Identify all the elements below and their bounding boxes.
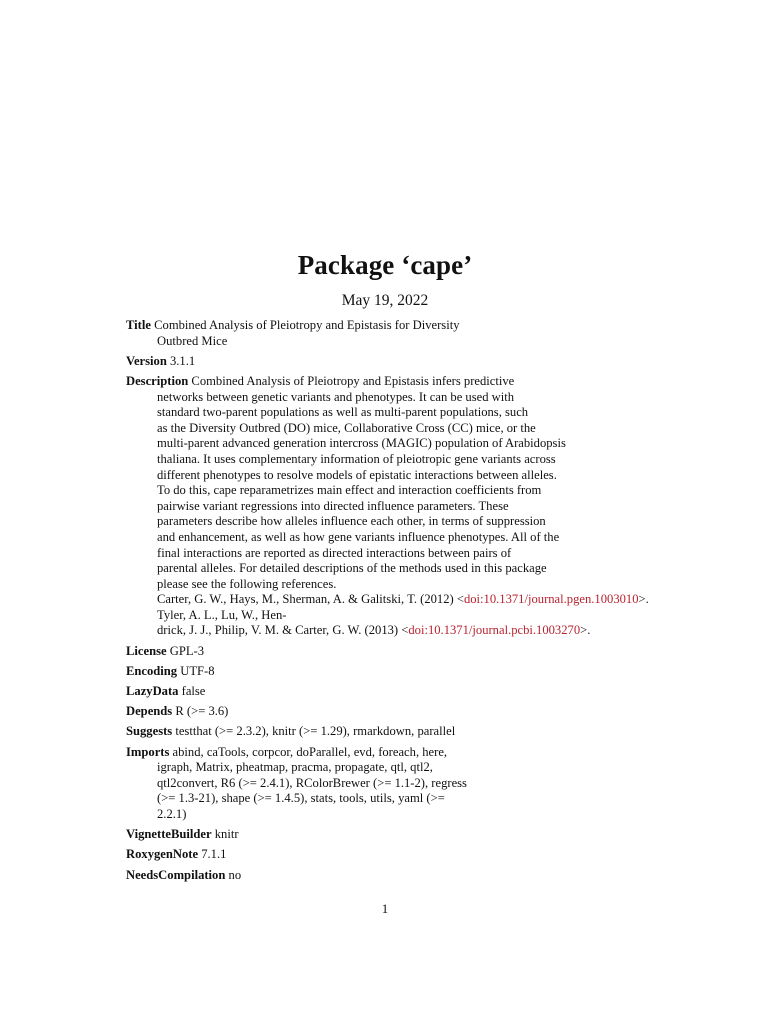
reference-carter-2012 bbox=[126, 592, 649, 608]
page-title: Package ‘cape’ bbox=[297, 250, 473, 280]
description-line: as the Diversity Outbred (DO) mice, Collaborative Cross (CC) mice, or the bbox=[157, 420, 536, 435]
field-vignettebuilder bbox=[126, 827, 646, 843]
description-line: please see the following references. bbox=[157, 576, 337, 591]
field-version-line bbox=[126, 354, 646, 370]
field-value-vignettebuilder: knitr bbox=[214, 827, 239, 842]
field-encoding bbox=[126, 664, 646, 680]
field-label-imports: Imports bbox=[126, 744, 170, 759]
field-vignettebuilder-line bbox=[126, 827, 646, 843]
description-line: pairwise variant regressions into directed influence parameters. These bbox=[157, 498, 509, 513]
description-line: parameters describe how alleles influence each other, in terms of suppression bbox=[157, 514, 546, 529]
field-license bbox=[126, 644, 646, 660]
field-label-lazydata: LazyData bbox=[126, 684, 179, 699]
field-label-encoding: Encoding bbox=[126, 663, 178, 678]
reference-text: >. bbox=[638, 592, 649, 607]
field-value-version: 3.1.1 bbox=[169, 353, 196, 368]
imports-line: abind, caTools, corpcor, doParallel, evd, foreach, here, bbox=[172, 744, 448, 759]
field-value-lazydata: false bbox=[181, 684, 206, 699]
description-line: different phenotypes to resolve models of epistatic interactions between alleles. bbox=[157, 467, 557, 482]
package-fields bbox=[126, 318, 649, 888]
field-value-roxygennote: 7.1.1 bbox=[201, 847, 227, 862]
field-needscompilation bbox=[126, 868, 646, 884]
description-line: Combined Analysis of Pleiotropy and Epistasis infers predictive bbox=[191, 373, 515, 388]
field-label-suggests: Suggests bbox=[126, 724, 173, 739]
field-suggests bbox=[126, 724, 646, 740]
doi-link-pgen[interactable]: doi:10.1371/journal.pgen.1003010 bbox=[463, 592, 639, 607]
field-label-depends: Depends bbox=[126, 704, 173, 719]
field-roxygennote bbox=[126, 847, 646, 863]
imports-line: igraph, Matrix, pheatmap, pracma, propagate, qtl, qtl2, bbox=[157, 760, 433, 775]
reference-tyler-2013: Tyler, A. L., Lu, W., Hen- bbox=[157, 607, 287, 622]
field-label-version: Version bbox=[126, 353, 167, 368]
field-lazydata bbox=[126, 684, 646, 700]
field-label-needscompilation: NeedsCompilation bbox=[126, 867, 226, 882]
field-needscompilation-line bbox=[126, 868, 646, 884]
doi-link-pcbi[interactable]: doi:10.1371/journal.pcbi.1003270 bbox=[408, 623, 581, 638]
field-value-suggests: testthat (>= 2.3.2), knitr (>= 1.29), rmarkdown, parallel bbox=[175, 724, 456, 739]
field-value-license: GPL-3 bbox=[169, 643, 205, 658]
imports-line: 2.2.1) bbox=[157, 806, 187, 821]
field-depends bbox=[126, 704, 646, 720]
field-value-title: Combined Analysis of Pleiotropy and Epistasis for Diversity bbox=[154, 318, 460, 332]
field-license-line bbox=[126, 644, 646, 660]
reference-text: drick, J. J., Philip, V. M. & Carter, G. W. (2013) < bbox=[157, 623, 409, 638]
description-line: final interactions are reported as directed interactions between pairs of bbox=[157, 545, 512, 560]
page-number: 1 bbox=[381, 901, 389, 916]
field-imports-line bbox=[126, 745, 646, 761]
imports-line: (>= 1.3-21), shape (>= 1.4.5), stats, tools, utils, yaml (>= bbox=[157, 791, 445, 806]
field-description-line bbox=[126, 374, 646, 390]
field-encoding-line bbox=[126, 664, 646, 680]
field-version bbox=[126, 354, 646, 370]
field-label-title: Title bbox=[126, 318, 151, 332]
reference-text: Carter, G. W., Hays, M., Sherman, A. & Galitski, T. (2012) < bbox=[157, 592, 464, 607]
field-title bbox=[126, 318, 646, 349]
field-suggests-line bbox=[126, 724, 646, 740]
field-value-needscompilation: no bbox=[228, 867, 242, 882]
description-line: networks between genetic variants and phenotypes. It can be used with bbox=[157, 389, 515, 404]
field-roxygennote-line bbox=[126, 847, 646, 863]
reference-tyler-2013-continuation bbox=[126, 623, 646, 639]
field-value-encoding: UTF-8 bbox=[180, 663, 215, 678]
description-line: parental alleles. For detailed descriptions of the methods used in this package bbox=[157, 561, 547, 576]
field-imports bbox=[126, 745, 646, 823]
description-line: standard two-parent populations as well as multi-parent populations, such bbox=[157, 405, 529, 420]
field-description bbox=[126, 373, 649, 639]
field-title-continuation: Outbred Mice bbox=[157, 333, 228, 348]
field-lazydata-line bbox=[126, 684, 646, 700]
document-date: May 19, 2022 bbox=[341, 292, 429, 309]
field-title-line bbox=[126, 318, 646, 334]
reference-text: >. bbox=[580, 623, 591, 638]
field-label-roxygennote: RoxygenNote bbox=[126, 847, 199, 862]
field-depends-line bbox=[126, 704, 646, 720]
description-line: thaliana. It uses complementary information of pleiotropic gene variants across bbox=[157, 451, 556, 466]
field-value-depends: R (>= 3.6) bbox=[175, 704, 229, 719]
field-label-license: License bbox=[126, 643, 167, 658]
description-line: To do this, cape reparametrizes main effect and interaction coefficients from bbox=[157, 483, 542, 498]
description-line: and enhancement, as well as how gene variants influence phenotypes. All of the bbox=[157, 529, 560, 544]
field-label-description: Description bbox=[126, 373, 189, 388]
field-label-vignettebuilder: VignetteBuilder bbox=[126, 827, 212, 842]
imports-line: qtl2convert, R6 (>= 2.4.1), RColorBrewer (>= 1.1-2), regress bbox=[157, 775, 467, 790]
description-line: multi-parent advanced generation intercross (MAGIC) population of Arabidopsis bbox=[157, 436, 566, 451]
